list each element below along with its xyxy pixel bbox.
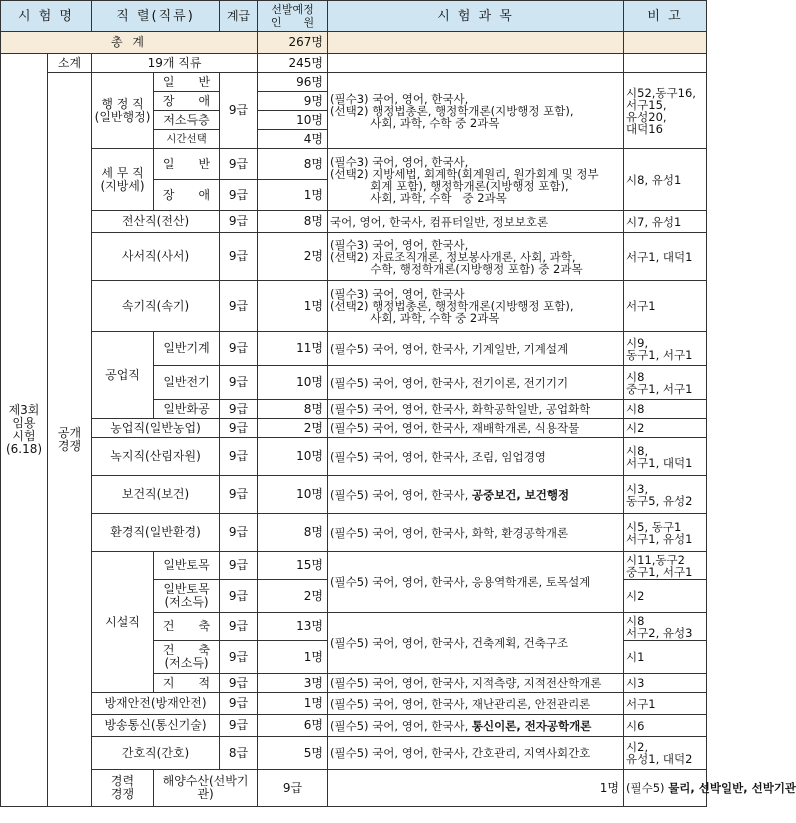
header-planned-count: [258, 1, 328, 32]
facility-note: 시2: [624, 580, 707, 613]
tax-grade: 9급: [220, 180, 258, 211]
series-health: 보건직(보건): [92, 476, 220, 514]
industry-count: 10명: [258, 366, 328, 400]
industry-count: 8명: [258, 400, 328, 419]
facility-grade: 9급: [220, 641, 258, 674]
count-broadcast: 6명: [258, 715, 328, 737]
series-disaster: 방재안전(방재안전): [92, 693, 220, 715]
industry-subjects: (필수5) 국어, 영어, 한국사, 전기이론, 전기기기: [328, 366, 624, 400]
series-agri: 농업직(일반농업): [92, 419, 220, 438]
series-it: 전산직(전산): [92, 211, 220, 233]
industry-grade: 9급: [220, 366, 258, 400]
grade-marine: 9급: [258, 770, 328, 807]
facility-civil-subjects: (필수5) 국어, 영어, 한국사, 응용역학개론, 토목설계: [328, 552, 624, 613]
grade-env: 9급: [220, 514, 258, 552]
subtotal-series: 19개 직류: [92, 54, 258, 73]
count-marine: 1명: [328, 770, 624, 807]
facility-survey-subjects: (필수5) 국어, 영어, 한국사, 지적측량, 지적전산학개론: [328, 674, 624, 693]
grade-it: 9급: [220, 211, 258, 233]
count-forest: 10명: [258, 438, 328, 476]
grade-forest: 9급: [220, 438, 258, 476]
series-forest: 녹지직(산림자원): [92, 438, 220, 476]
career-competition-label: 경력 경쟁: [92, 770, 154, 807]
grade-disaster: 9급: [220, 693, 258, 715]
tax-grade: 9급: [220, 149, 258, 180]
admin-count: 4명: [258, 130, 328, 149]
grade-steno: 9급: [220, 281, 258, 332]
admin-sub: 장 애: [154, 92, 220, 111]
facility-note: 시8 서구2, 유성3: [624, 613, 707, 641]
count-disaster: 1명: [258, 693, 328, 715]
note-steno: 서구1: [624, 281, 707, 332]
subjects-agri: (필수5) 국어, 영어, 한국사, 재배학개론, 식용작물: [328, 419, 624, 438]
series-marine: 해양수산(선박기관): [154, 770, 258, 807]
subjects-forest: (필수5) 국어, 영어, 한국사, 조림, 임업경영: [328, 438, 624, 476]
facility-count: 13명: [258, 613, 328, 641]
facility-sub: 일반토목: [154, 552, 220, 580]
subjects-broadcast-plain: (필수5) 국어, 영어, 한국사,: [330, 718, 472, 733]
subjects-marine-bold: 물리, 선박일반, 선박기관: [668, 781, 796, 795]
grade-health: 9급: [220, 476, 258, 514]
industry-subjects: (필수5) 국어, 영어, 한국사, 화학공학일반, 공업화학: [328, 400, 624, 419]
header-grade: 계급: [220, 1, 258, 32]
facility-grade: 9급: [220, 674, 258, 693]
header-note: 비 고: [624, 1, 707, 32]
count-librarian: 2명: [258, 233, 328, 281]
tax-count: 1명: [258, 180, 328, 211]
grade-agri: 9급: [220, 419, 258, 438]
subjects-health: [328, 476, 624, 514]
facility-sub: 지 적: [154, 674, 220, 693]
count-health: 10명: [258, 476, 328, 514]
subjects-steno: (필수3) 국어, 영어, 한국사 (선택2) 행정법총론, 행정학개론(지방행정 포함), 사회, 과학, 수학 중 2과목: [328, 281, 624, 332]
header-planned-line1: 선발예정: [271, 3, 314, 16]
industry-note: 시8 중구1, 서구1: [624, 366, 707, 400]
series-env: 환경직(일반환경): [92, 514, 220, 552]
total-count: 267명: [258, 32, 328, 54]
subjects-nurse: (필수5) 국어, 영어, 한국사, 간호관리, 지역사회간호: [328, 737, 624, 770]
header-exam-name: 시 험 명: [1, 1, 92, 32]
open-competition-label: 공개 경쟁: [48, 73, 92, 807]
count-it: 8명: [258, 211, 328, 233]
industry-sub: 일반전기: [154, 366, 220, 400]
facility-note: 시11,동구2 중구1, 서구1: [624, 552, 707, 580]
subjects-health-plain: (필수5) 국어, 영어, 한국사,: [330, 487, 472, 502]
subjects-marine-plain: (필수5): [626, 781, 669, 795]
tax-sub: 장 애: [154, 180, 220, 211]
header-series: 직 렬(직류): [92, 1, 220, 32]
note-nurse: 시2, 유성1, 대덕2: [624, 737, 707, 770]
subjects-broadcast-bold: 통신이론, 전자공학개론: [471, 718, 592, 733]
subjects-it: 국어, 영어, 한국사, 컴퓨터일반, 정보보호론: [328, 211, 624, 233]
total-label: 총 계: [1, 32, 258, 54]
exam-name: 제3회 임용 시험 (6.18): [1, 54, 48, 807]
facility-note: 시1: [624, 641, 707, 674]
tax-subjects: (필수3) 국어, 영어, 한국사, (선택2) 지방세법, 회계학(회계원리, 원가회계 및 정부 회계 포함), 행정학개론(지방행정 포함), 사회, 과학, 수학 중 2과목: [328, 149, 624, 211]
grade-librarian: 9급: [220, 233, 258, 281]
admin-series: 행 정 직 (일반행정): [92, 73, 154, 149]
facility-count: 1명: [258, 641, 328, 674]
admin-sub: 일 반: [154, 73, 220, 92]
facility-note: 시3: [624, 674, 707, 693]
series-broadcast: 방송통신(통신기술): [92, 715, 220, 737]
facility-sub: 건 축: [154, 613, 220, 641]
note-health: 시3, 동구5, 유성2: [624, 476, 707, 514]
subjects-librarian: (필수3) 국어, 영어, 한국사, (선택2) 자료조직개론, 정보봉사개론, 사회, 과학, 수학, 행정학개론(지방행정 포함) 중 2과목: [328, 233, 624, 281]
facility-series: 시설직: [92, 552, 154, 693]
note-env: 시5, 동구1 서구1, 유성1: [624, 514, 707, 552]
industry-note: 시9, 동구1, 서구1: [624, 332, 707, 366]
facility-grade: 9급: [220, 580, 258, 613]
industry-count: 11명: [258, 332, 328, 366]
series-nurse: 간호직(간호): [92, 737, 220, 770]
admin-grade: 9급: [220, 73, 258, 149]
facility-grade: 9급: [220, 552, 258, 580]
subtotal-count: 245명: [258, 54, 328, 73]
series-steno: 속기직(속기): [92, 281, 220, 332]
subjects-env: (필수5) 국어, 영어, 한국사, 화학, 환경공학개론: [328, 514, 624, 552]
facility-sub: 일반토목 (저소득): [154, 580, 220, 613]
series-librarian: 사서직(사서): [92, 233, 220, 281]
subjects-health-bold: 공중보건, 보건행정: [471, 487, 570, 502]
count-nurse: 5명: [258, 737, 328, 770]
industry-sub: 일반화공: [154, 400, 220, 419]
grade-nurse: 8급: [220, 737, 258, 770]
tax-count: 8명: [258, 149, 328, 180]
note-librarian: 서구1, 대덕1: [624, 233, 707, 281]
admin-sub: 저소득층: [154, 111, 220, 130]
note-forest: 시8, 서구1, 대덕1: [624, 438, 707, 476]
industry-series: 공업직: [92, 332, 154, 419]
industry-grade: 9급: [220, 400, 258, 419]
facility-count: 2명: [258, 580, 328, 613]
admin-note: 시52,동구16, 서구15, 유성20, 대덕16: [624, 73, 707, 149]
count-env: 8명: [258, 514, 328, 552]
admin-count: 96명: [258, 73, 328, 92]
industry-grade: 9급: [220, 332, 258, 366]
facility-count: 15명: [258, 552, 328, 580]
facility-count: 3명: [258, 674, 328, 693]
subjects-disaster: (필수5) 국어, 영어, 한국사, 재난관리론, 안전관리론: [328, 693, 624, 715]
admin-sub: 시간선택: [154, 130, 220, 149]
header-planned-line2: 인 원: [270, 16, 315, 29]
note-disaster: 서구1: [624, 693, 707, 715]
subjects-marine: [624, 770, 796, 807]
admin-subjects: (필수3) 국어, 영어, 한국사, (선택2) 행정법총론, 행정학개론(지방행정 포함), 사회, 과학, 수학 중 2과목: [328, 73, 624, 149]
subtotal-label: 소계: [48, 54, 92, 73]
industry-subjects: (필수5) 국어, 영어, 한국사, 기계일반, 기계설계: [328, 332, 624, 366]
industry-sub: 일반기계: [154, 332, 220, 366]
facility-arch-subjects: (필수5) 국어, 영어, 한국사, 건축계획, 건축구조: [328, 613, 624, 674]
tax-note: 시8, 유성1: [624, 149, 707, 211]
note-agri: 시2: [624, 419, 707, 438]
industry-note: 시8: [624, 400, 707, 419]
count-steno: 1명: [258, 281, 328, 332]
admin-count: 9명: [258, 92, 328, 111]
subjects-broadcast: [328, 715, 624, 737]
tax-sub: 일 반: [154, 149, 220, 180]
count-agri: 2명: [258, 419, 328, 438]
grade-broadcast: 9급: [220, 715, 258, 737]
note-it: 시7, 유성1: [624, 211, 707, 233]
header-subjects: 시 험 과 목: [328, 1, 624, 32]
facility-sub: 건 축 (저소득): [154, 641, 220, 674]
facility-grade: 9급: [220, 613, 258, 641]
note-broadcast: 시6: [624, 715, 707, 737]
tax-series: 세 무 직 (지방세): [92, 149, 154, 211]
admin-count: 10명: [258, 111, 328, 130]
